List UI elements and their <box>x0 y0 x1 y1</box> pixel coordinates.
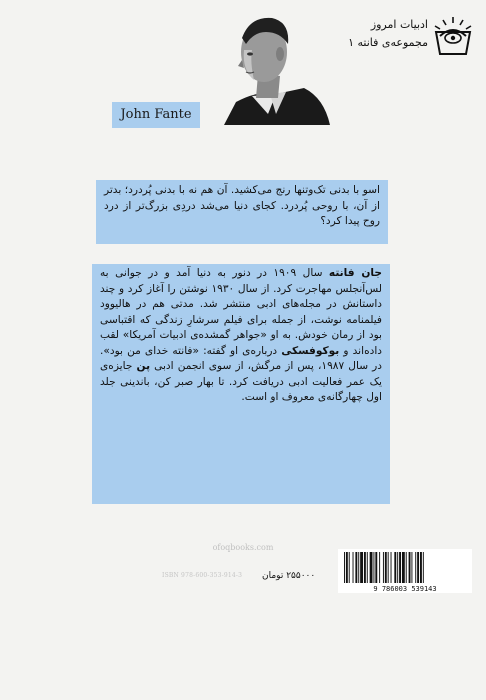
bio-text <box>92 264 390 408</box>
barcode-bar <box>397 552 398 583</box>
open-book-eye-icon <box>432 14 474 58</box>
quote-text: اسو با بدنی تک‌وتنها رنج می‌کشید. آن هم نه با بدنی پُردرد؛ بدتر از آن، با روحی پُردرد. کجای دنیا می‌شد دردِی بزرگ‌تر از درد روح پیدا کرد؟ <box>104 184 380 227</box>
author-name-label <box>112 102 200 128</box>
bio-pen: پن <box>136 360 151 372</box>
publisher-website: ofoqbooks.com <box>212 543 274 552</box>
barcode-bar <box>344 552 345 583</box>
series-brand <box>314 14 474 64</box>
series-title: ادبیات امروز <box>370 18 428 31</box>
author-name: John Fante <box>120 107 192 122</box>
barcode-bar <box>370 552 373 583</box>
barcode-bar <box>349 552 350 583</box>
barcode-bar <box>373 552 374 583</box>
isbn-barcode <box>338 549 472 593</box>
barcode-bar <box>364 552 366 583</box>
barcode-bar <box>385 552 387 583</box>
barcode-bar <box>388 552 389 583</box>
barcode-digits: 9 786003 539143 <box>373 585 437 593</box>
barcode-bar <box>399 552 401 583</box>
barcode-bar <box>394 552 396 583</box>
bio-bukowski: بوکوفسکی <box>281 344 340 357</box>
series-brand-text <box>328 16 428 52</box>
barcode-bar <box>406 552 407 583</box>
series-collection: مجموعه‌ی فانته ۱ <box>348 36 428 49</box>
bio-part-1: سال ۱۹۰۹ در دنور به دنیا آمد و در جوانی به لس‌آنجلس مهاجرت کرد. از سال ۱۹۳۰ نوشتن را آغاز کرد و چند داستانش در مجله‌های ادبی منتشر شد. مدتی هم در هالیوود فیلمنامه نوشت، از جمله برای فیلم سرشارِ زندگی که اقتباسی بود از رمان خودش. به او «جواهر گمشده‌ی ادبیات آمریکا» لقب داده‌اند و <box>100 267 382 357</box>
barcode-bar <box>420 552 422 583</box>
barcode-bar <box>355 552 357 583</box>
quote-block <box>96 180 388 244</box>
barcode-bar <box>391 552 392 583</box>
price-label: ۲۵۵۰۰۰ تومان <box>262 571 316 581</box>
barcode-bar <box>402 552 405 583</box>
barcode-bar <box>417 552 419 583</box>
barcode-bars <box>344 552 424 583</box>
barcode-bar <box>346 552 348 583</box>
isbn-text: ISBN 978-600-353-914-3 <box>162 572 243 579</box>
bio-part-2: درباره‌ی او گفته: «فانته خدای من بود». در سال ۱۹۸۷، پس از مرگش، از سوی انجمن ادبی <box>100 344 383 372</box>
bio-block <box>92 264 390 504</box>
barcode-bar <box>367 552 368 583</box>
barcode-bar <box>411 552 412 583</box>
barcode-bar <box>360 552 363 583</box>
barcode-bar <box>423 552 424 583</box>
barcode-bar <box>409 552 411 583</box>
barcode-bar <box>353 552 354 583</box>
barcode-bar <box>383 552 384 583</box>
bio-author-name: جان فانته <box>328 267 382 279</box>
barcode-bar <box>375 552 377 583</box>
barcode-bar <box>358 552 359 583</box>
barcode-bar <box>379 552 380 583</box>
bio-part-3: جایزه‌ی یک عمر فعالیت ادبی دریافت کرد. تا بهار صبر کن، باندینی جلد اول چهارگانه‌ی معروف او است. <box>100 360 382 403</box>
barcode-bar <box>415 552 416 583</box>
author-portrait <box>206 10 330 125</box>
